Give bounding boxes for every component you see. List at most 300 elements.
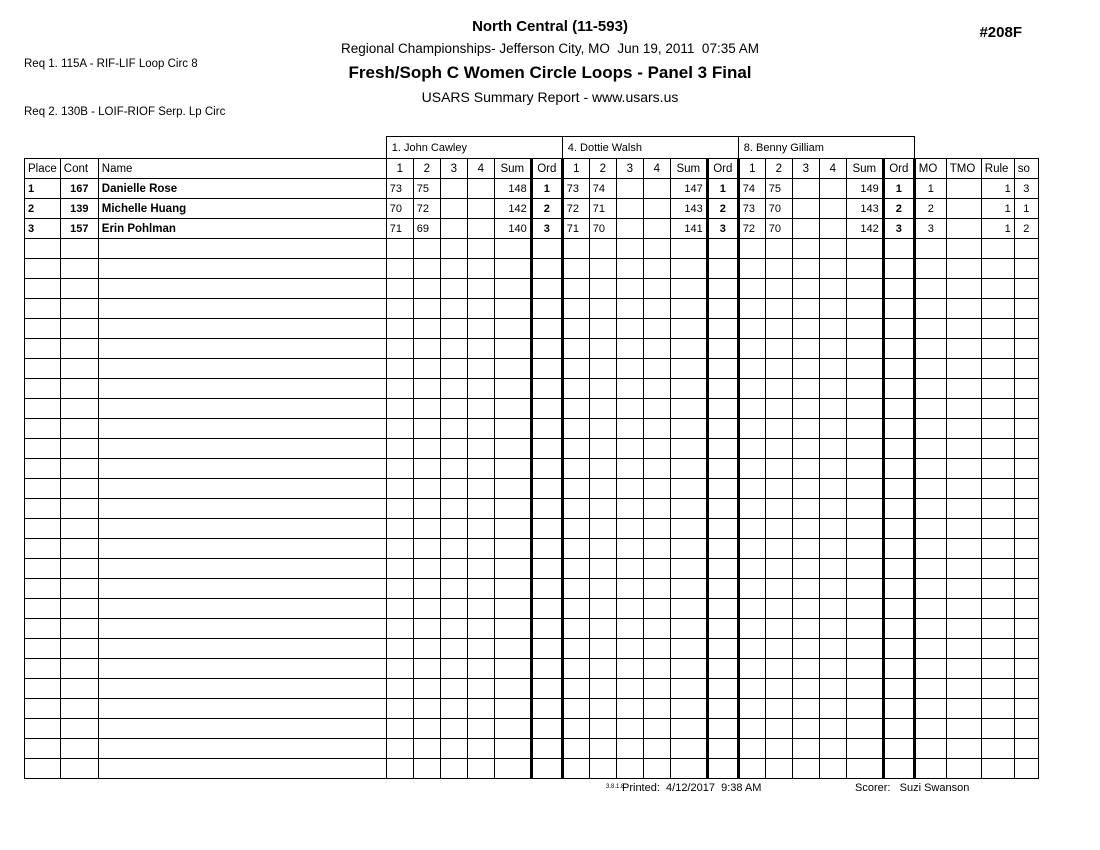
tmo-cell xyxy=(946,419,981,439)
score-cell: 74 xyxy=(738,179,765,199)
so-cell xyxy=(1014,279,1038,299)
score-cell xyxy=(738,499,765,519)
score-cell xyxy=(643,539,670,559)
req-2: Req 2. 130B - LOIF-RIOF Serp. Lp Circ xyxy=(24,106,226,118)
so-cell xyxy=(1014,659,1038,679)
ord-cell xyxy=(707,499,738,519)
score-cell xyxy=(467,439,494,459)
sum-cell xyxy=(846,419,883,439)
mo-cell: 3 xyxy=(914,219,946,239)
score-cell xyxy=(440,639,467,659)
sum-cell xyxy=(670,259,707,279)
score-cell xyxy=(589,639,616,659)
score-cell xyxy=(467,319,494,339)
ord-cell xyxy=(531,699,562,719)
ord-cell xyxy=(883,299,914,319)
score-cell xyxy=(643,259,670,279)
ord-cell xyxy=(883,559,914,579)
mo-cell xyxy=(914,659,946,679)
rule-cell xyxy=(981,519,1014,539)
ord-cell xyxy=(883,679,914,699)
score-cell xyxy=(467,279,494,299)
sum-cell xyxy=(846,699,883,719)
name-cell xyxy=(98,739,386,759)
so-cell xyxy=(1014,719,1038,739)
ord-cell xyxy=(531,499,562,519)
tmo-cell xyxy=(946,719,981,739)
cont-cell: 157 xyxy=(60,219,98,239)
score-cell xyxy=(467,739,494,759)
tmo-cell xyxy=(946,559,981,579)
tmo-cell xyxy=(946,399,981,419)
ord-cell xyxy=(531,719,562,739)
score-cell xyxy=(738,539,765,559)
score-cell xyxy=(589,419,616,439)
cont-cell xyxy=(60,519,98,539)
sum-cell xyxy=(670,619,707,639)
score-cell xyxy=(386,599,413,619)
tmo-cell xyxy=(946,619,981,639)
so-cell xyxy=(1014,699,1038,719)
cont-cell xyxy=(60,239,98,259)
score-cell xyxy=(792,359,819,379)
score-cell xyxy=(819,499,846,519)
score-cell xyxy=(738,459,765,479)
score-cell xyxy=(413,739,440,759)
col-header-name: Name xyxy=(98,159,386,179)
score-cell xyxy=(386,319,413,339)
score-cell xyxy=(440,219,467,239)
sum-cell: 142 xyxy=(494,199,531,219)
empty-row xyxy=(25,739,1039,759)
score-cell xyxy=(616,319,643,339)
mo-cell xyxy=(914,699,946,719)
score-cell: 70 xyxy=(765,199,792,219)
score-cell xyxy=(467,199,494,219)
sum-cell xyxy=(846,279,883,299)
score-cell xyxy=(562,459,589,479)
score-cell xyxy=(643,739,670,759)
score-cell xyxy=(467,719,494,739)
name-cell xyxy=(98,239,386,259)
score-cell xyxy=(589,259,616,279)
empty-row xyxy=(25,579,1039,599)
score-cell xyxy=(765,699,792,719)
place-cell xyxy=(25,639,61,659)
sum-cell xyxy=(846,359,883,379)
score-cell xyxy=(386,659,413,679)
score-cell xyxy=(792,439,819,459)
so-cell xyxy=(1014,619,1038,639)
score-cell: 75 xyxy=(413,179,440,199)
score-cell xyxy=(413,579,440,599)
empty-row xyxy=(25,299,1039,319)
score-cell xyxy=(643,439,670,459)
mo-cell xyxy=(914,579,946,599)
score-cell: 72 xyxy=(562,199,589,219)
score-cell xyxy=(589,539,616,559)
mo-cell xyxy=(914,539,946,559)
score-cell xyxy=(616,239,643,259)
score-cell xyxy=(562,379,589,399)
score-cell xyxy=(589,299,616,319)
rule-cell xyxy=(981,259,1014,279)
ord-cell xyxy=(707,579,738,599)
rule-cell xyxy=(981,279,1014,299)
empty-row xyxy=(25,439,1039,459)
ord-cell xyxy=(707,599,738,619)
score-cell xyxy=(589,319,616,339)
score-cell xyxy=(386,419,413,439)
score-cell xyxy=(819,379,846,399)
score-cell xyxy=(616,279,643,299)
score-cell xyxy=(819,719,846,739)
score-cell xyxy=(440,279,467,299)
score-cell xyxy=(765,559,792,579)
cont-cell xyxy=(60,279,98,299)
score-cell xyxy=(819,699,846,719)
score-cell xyxy=(819,359,846,379)
name-cell xyxy=(98,419,386,439)
col-header-4: 4 xyxy=(467,159,494,179)
sum-cell: 143 xyxy=(846,199,883,219)
score-cell xyxy=(792,199,819,219)
score-cell xyxy=(819,679,846,699)
score-cell xyxy=(792,739,819,759)
score-cell xyxy=(792,539,819,559)
col-header-2: 2 xyxy=(765,159,792,179)
score-cell xyxy=(440,679,467,699)
score-cell xyxy=(819,539,846,559)
score-cell xyxy=(440,339,467,359)
col-header-4: 4 xyxy=(819,159,846,179)
score-cell xyxy=(413,659,440,679)
score-cell xyxy=(562,479,589,499)
score-cell xyxy=(589,759,616,779)
score-cell xyxy=(413,639,440,659)
score-cell xyxy=(440,659,467,679)
mo-cell xyxy=(914,759,946,779)
score-cell xyxy=(819,199,846,219)
score-cell xyxy=(819,559,846,579)
so-cell xyxy=(1014,559,1038,579)
score-cell xyxy=(765,299,792,319)
sum-cell: 140 xyxy=(494,219,531,239)
score-cell xyxy=(792,699,819,719)
column-header-row xyxy=(25,159,1039,179)
rule-cell xyxy=(981,539,1014,559)
score-cell xyxy=(440,439,467,459)
mo-cell xyxy=(914,639,946,659)
name-cell xyxy=(98,279,386,299)
ord-cell xyxy=(883,399,914,419)
score-cell xyxy=(765,399,792,419)
tmo-cell xyxy=(946,499,981,519)
ord-cell xyxy=(707,319,738,339)
mo-cell xyxy=(914,319,946,339)
score-cell xyxy=(386,739,413,759)
score-cell xyxy=(792,759,819,779)
rule-cell xyxy=(981,699,1014,719)
sum-cell xyxy=(670,499,707,519)
score-cell xyxy=(616,619,643,639)
name-cell xyxy=(98,519,386,539)
score-cell xyxy=(765,279,792,299)
ord-cell: 2 xyxy=(883,199,914,219)
ord-cell xyxy=(883,619,914,639)
score-cell xyxy=(643,359,670,379)
score-cell xyxy=(765,419,792,439)
score-cell xyxy=(616,259,643,279)
ord-cell xyxy=(883,699,914,719)
col-header-ord: Ord xyxy=(707,159,738,179)
score-cell xyxy=(467,239,494,259)
score-cell xyxy=(792,419,819,439)
place-cell xyxy=(25,459,61,479)
score-cell: 73 xyxy=(386,179,413,199)
rule-cell xyxy=(981,659,1014,679)
col-header-sum: Sum xyxy=(846,159,883,179)
empty-row xyxy=(25,599,1039,619)
sum-cell xyxy=(846,339,883,359)
place-cell xyxy=(25,319,61,339)
score-cell xyxy=(765,339,792,359)
sum-cell: 147 xyxy=(670,179,707,199)
cont-cell xyxy=(60,339,98,359)
score-cell xyxy=(738,679,765,699)
score-cell xyxy=(738,239,765,259)
score-cell xyxy=(792,239,819,259)
score-cell xyxy=(765,239,792,259)
place-cell xyxy=(25,299,61,319)
so-cell xyxy=(1014,679,1038,699)
championship-subtitle: Regional Championships- Jefferson City, MO Jun 19, 2011 07:35 AM xyxy=(341,41,759,56)
tmo-cell xyxy=(946,639,981,659)
rule-cell xyxy=(981,559,1014,579)
cont-cell xyxy=(60,739,98,759)
col-header-rule: Rule xyxy=(981,159,1014,179)
name-cell xyxy=(98,719,386,739)
mo-cell xyxy=(914,599,946,619)
score-cell xyxy=(738,659,765,679)
ord-cell: 3 xyxy=(707,219,738,239)
score-cell xyxy=(765,759,792,779)
score-cell xyxy=(792,479,819,499)
ord-cell xyxy=(883,279,914,299)
so-cell xyxy=(1014,419,1038,439)
ord-cell xyxy=(707,679,738,699)
name-cell xyxy=(98,699,386,719)
score-cell xyxy=(562,399,589,419)
name-cell xyxy=(98,459,386,479)
place-cell: 2 xyxy=(25,199,61,219)
so-cell: 2 xyxy=(1014,219,1038,239)
score-cell xyxy=(413,519,440,539)
score-cell xyxy=(467,339,494,359)
score-cell xyxy=(792,279,819,299)
score-cell xyxy=(765,379,792,399)
score-cell xyxy=(616,299,643,319)
sum-cell xyxy=(670,639,707,659)
score-cell xyxy=(616,699,643,719)
empty-row xyxy=(25,699,1039,719)
score-cell xyxy=(765,679,792,699)
score-cell xyxy=(738,399,765,419)
mo-cell xyxy=(914,499,946,519)
sum-cell xyxy=(494,239,531,259)
score-cell xyxy=(765,479,792,499)
score-cell xyxy=(386,259,413,279)
col-header-1: 1 xyxy=(386,159,413,179)
empty-row xyxy=(25,379,1039,399)
sum-cell xyxy=(494,719,531,739)
name-cell xyxy=(98,659,386,679)
sum-cell xyxy=(494,459,531,479)
score-cell xyxy=(738,439,765,459)
name-cell xyxy=(98,759,386,779)
sum-cell: 149 xyxy=(846,179,883,199)
score-cell xyxy=(562,559,589,579)
name-cell xyxy=(98,439,386,459)
sum-cell xyxy=(494,559,531,579)
score-cell xyxy=(819,399,846,419)
tmo-cell xyxy=(946,379,981,399)
score-cell: 69 xyxy=(413,219,440,239)
name-cell xyxy=(98,639,386,659)
score-cell xyxy=(440,539,467,559)
place-cell xyxy=(25,699,61,719)
name-cell xyxy=(98,599,386,619)
score-cell xyxy=(386,519,413,539)
sum-cell xyxy=(494,599,531,619)
score-cell xyxy=(616,519,643,539)
empty-row xyxy=(25,319,1039,339)
ord-cell xyxy=(883,639,914,659)
score-cell xyxy=(738,419,765,439)
score-cell xyxy=(562,659,589,679)
so-cell xyxy=(1014,259,1038,279)
sum-cell xyxy=(494,299,531,319)
empty-row xyxy=(25,239,1039,259)
sum-cell xyxy=(670,579,707,599)
cont-cell xyxy=(60,299,98,319)
sum-cell xyxy=(494,379,531,399)
cont-cell xyxy=(60,679,98,699)
score-cell xyxy=(386,499,413,519)
place-cell xyxy=(25,499,61,519)
sum-cell: 143 xyxy=(670,199,707,219)
score-cell xyxy=(589,239,616,259)
score-cell xyxy=(413,459,440,479)
score-cell xyxy=(589,379,616,399)
score-cell xyxy=(643,279,670,299)
sum-cell xyxy=(670,279,707,299)
ord-cell xyxy=(883,579,914,599)
score-cell xyxy=(819,479,846,499)
so-cell xyxy=(1014,759,1038,779)
so-cell xyxy=(1014,459,1038,479)
col-header-3: 3 xyxy=(440,159,467,179)
rule-cell xyxy=(981,679,1014,699)
score-cell xyxy=(819,179,846,199)
score-cell xyxy=(467,359,494,379)
mo-cell xyxy=(914,439,946,459)
score-cell xyxy=(440,459,467,479)
so-cell xyxy=(1014,579,1038,599)
ord-cell xyxy=(531,619,562,639)
so-cell xyxy=(1014,519,1038,539)
sum-cell xyxy=(494,539,531,559)
report-subtitle: USARS Summary Report - www.usars.us xyxy=(421,89,679,105)
score-cell xyxy=(440,319,467,339)
score-cell xyxy=(386,759,413,779)
sum-cell xyxy=(670,559,707,579)
score-cell xyxy=(738,719,765,739)
sum-cell xyxy=(494,479,531,499)
score-cell xyxy=(386,339,413,359)
sum-cell xyxy=(846,459,883,479)
score-cell xyxy=(738,359,765,379)
sum-cell xyxy=(670,479,707,499)
ord-cell xyxy=(531,539,562,559)
score-cell xyxy=(643,699,670,719)
rule-cell xyxy=(981,399,1014,419)
score-cell xyxy=(562,719,589,739)
place-cell xyxy=(25,239,61,259)
ord-cell xyxy=(707,719,738,739)
ord-cell: 2 xyxy=(531,199,562,219)
tmo-cell xyxy=(946,299,981,319)
score-cell xyxy=(467,459,494,479)
score-cell xyxy=(440,599,467,619)
score-cell xyxy=(413,559,440,579)
so-cell xyxy=(1014,479,1038,499)
score-cell xyxy=(467,399,494,419)
ord-cell xyxy=(531,579,562,599)
sum-cell xyxy=(846,679,883,699)
ord-cell xyxy=(531,419,562,439)
mo-cell xyxy=(914,739,946,759)
sum-cell: 142 xyxy=(846,219,883,239)
score-cell: 73 xyxy=(738,199,765,219)
score-cell xyxy=(413,419,440,439)
so-cell xyxy=(1014,299,1038,319)
mo-cell xyxy=(914,619,946,639)
sum-cell xyxy=(846,379,883,399)
sum-cell xyxy=(670,299,707,319)
ord-cell xyxy=(883,339,914,359)
sum-cell xyxy=(494,419,531,439)
score-cell xyxy=(467,299,494,319)
empty-row xyxy=(25,559,1039,579)
ord-cell xyxy=(883,419,914,439)
score-cell xyxy=(792,499,819,519)
col-header-ord: Ord xyxy=(531,159,562,179)
score-cell xyxy=(562,539,589,559)
ord-cell xyxy=(883,739,914,759)
sum-cell xyxy=(846,639,883,659)
sum-cell xyxy=(670,759,707,779)
score-cell xyxy=(467,659,494,679)
ord-cell: 2 xyxy=(707,199,738,219)
sum-cell xyxy=(494,259,531,279)
score-cell xyxy=(616,399,643,419)
score-cell xyxy=(386,719,413,739)
sum-cell xyxy=(670,519,707,539)
score-cell xyxy=(413,339,440,359)
tmo-cell xyxy=(946,459,981,479)
cont-cell xyxy=(60,259,98,279)
